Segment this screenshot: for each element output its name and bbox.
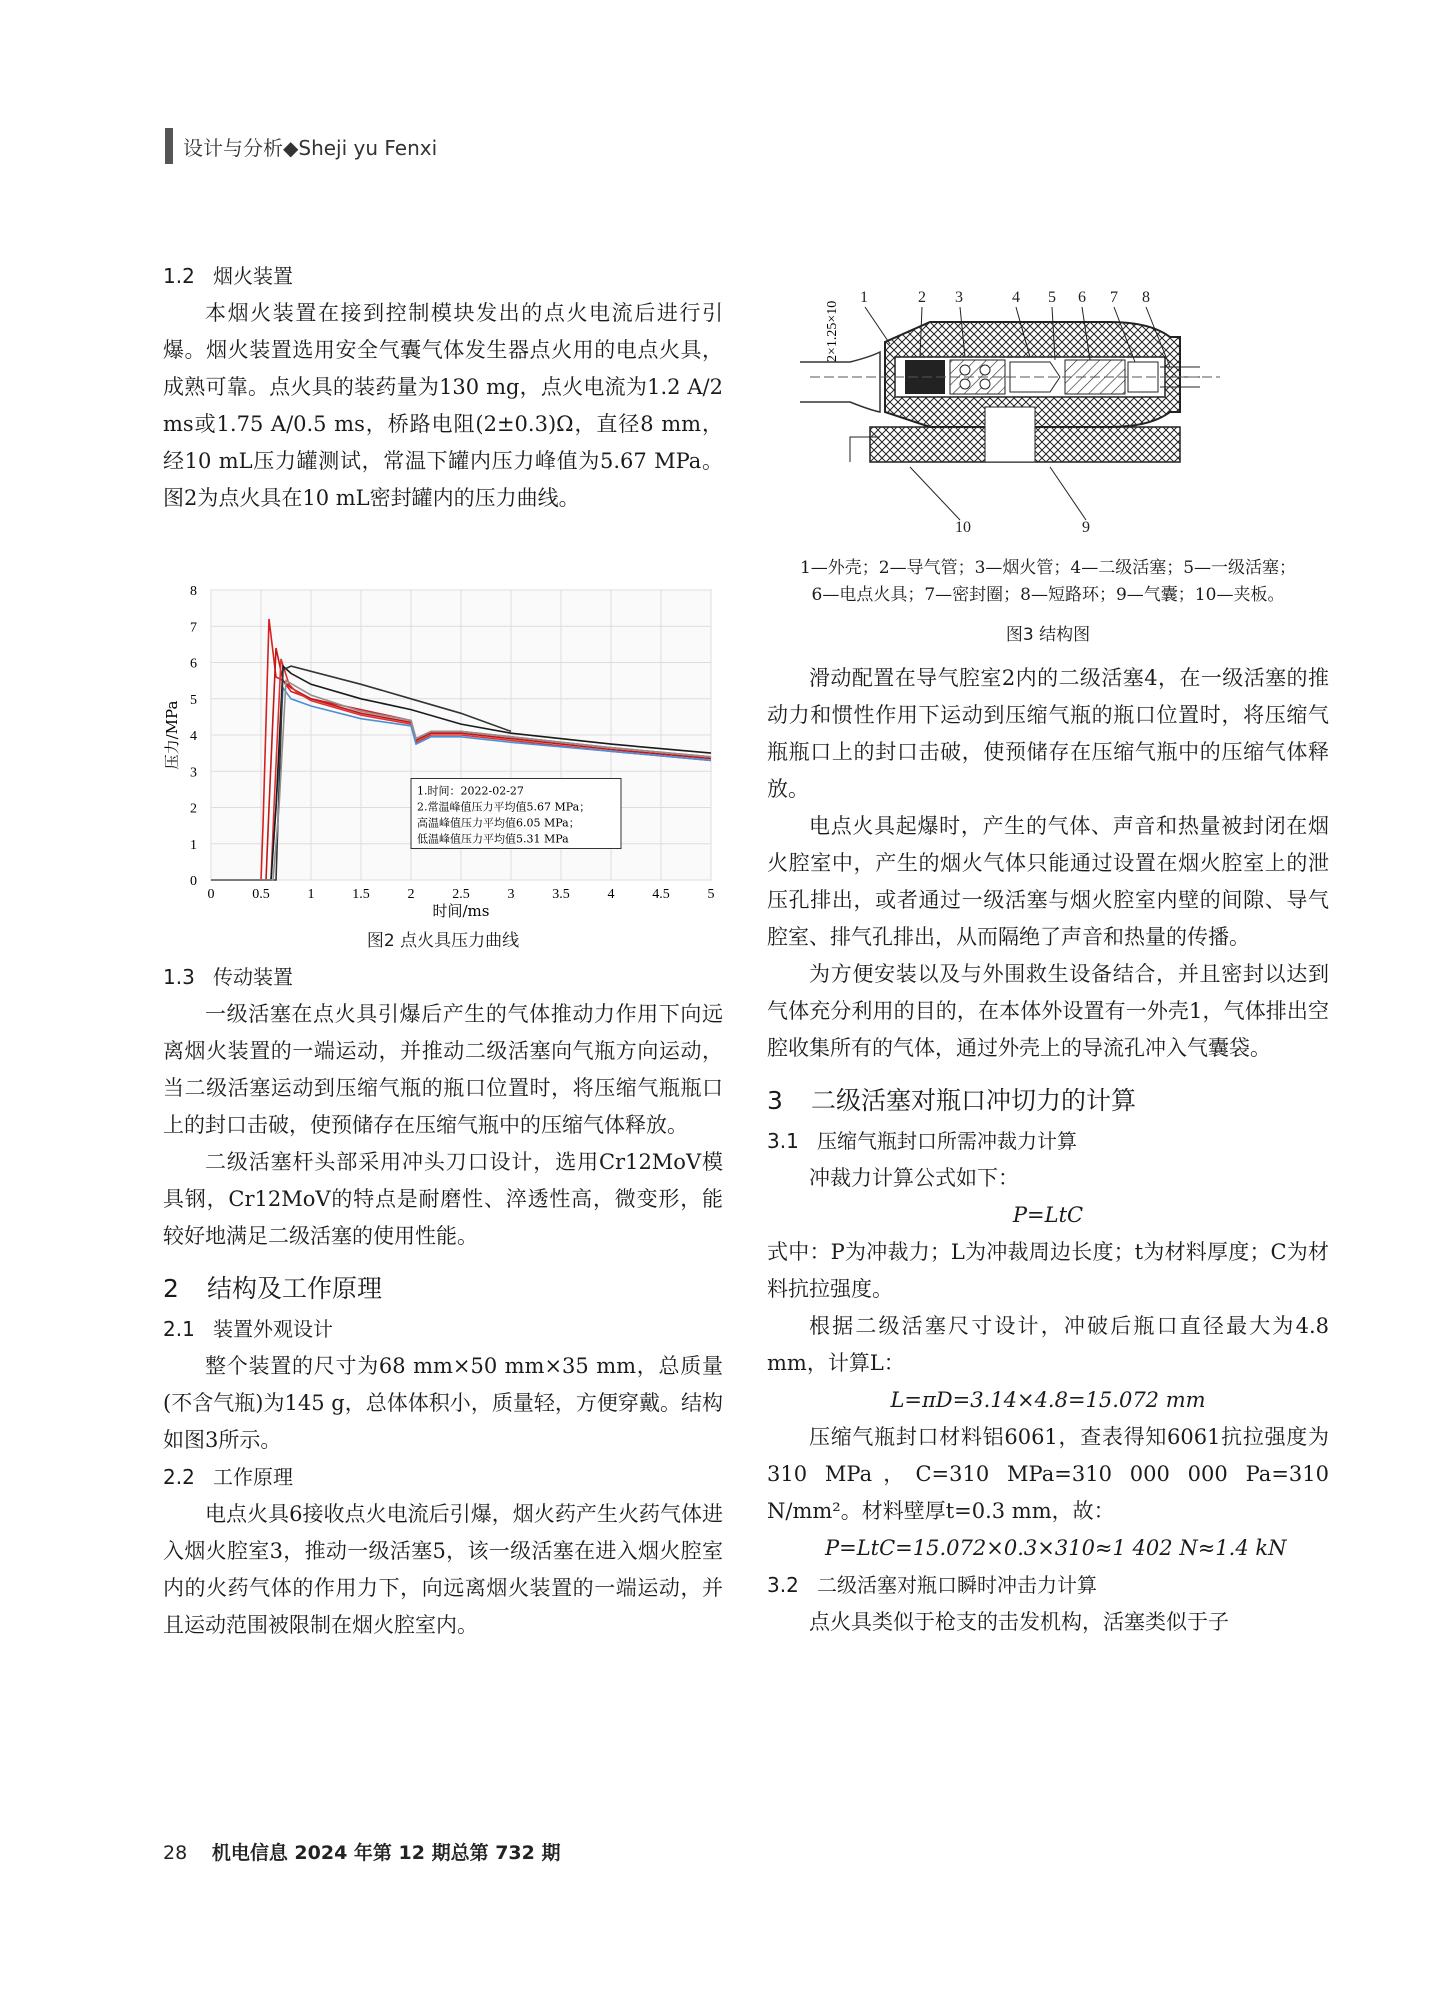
- figure-2: [163, 578, 723, 918]
- section-heading: 2 结构及工作原理: [163, 1274, 383, 1303]
- x-tick-label: 3.5: [552, 887, 570, 902]
- annotation-text: 1.时间：2022-02-27: [417, 784, 524, 798]
- y-tick-label: 7: [190, 620, 197, 636]
- svg-text:1: 1: [860, 289, 868, 306]
- section-heading: 2.1 装置外观设计: [163, 1317, 333, 1341]
- dimension-label: 2×1.25×10: [825, 300, 840, 362]
- paragraph: 为方便安装以及与外围救生设备结合，并且密封以达到气体充分利用的目的，在本体外设置有一外壳1，气体排出空腔收集所有的气体，通过外壳上的导流孔冲入气囊袋。: [767, 962, 1329, 1060]
- svg-text:2: 2: [918, 289, 926, 306]
- right-column: [767, 660, 1329, 1641]
- section-heading: 1.3 传动装置: [163, 965, 293, 989]
- svg-text:4: 4: [1012, 289, 1020, 306]
- header-bar: [165, 128, 173, 164]
- y-tick-label: 1: [190, 837, 197, 853]
- section-heading: 3 二级活塞对瓶口冲切力的计算: [767, 1086, 1137, 1115]
- paragraph: 点火具类似于枪支的击发机构，活塞类似于子: [809, 1610, 1229, 1634]
- left-column-lower: [163, 926, 723, 1644]
- x-tick-label: 0.5: [252, 887, 270, 902]
- y-tick-label: 6: [190, 656, 197, 672]
- x-tick-label: 1: [307, 887, 315, 902]
- x-tick-label: 4: [607, 887, 615, 902]
- paragraph: 滑动配置在导气腔室2内的二级活塞4，在一级活塞的推动力和惯性作用下运动到压缩气瓶的瓶口位置时，将压缩气瓶瓶口上的封口击破，使预储存在压缩气瓶中的压缩气体释放。: [767, 666, 1329, 801]
- y-tick-label: 0: [190, 874, 197, 889]
- section-heading: 1.2 烟火装置: [163, 264, 293, 288]
- paragraph: 整个装置的尺寸为68 mm×50 mm×35 mm，总质量(不含气瓶)为145 g，总体体积小，质量轻，方便穿戴。结构如图3所示。: [163, 1354, 723, 1452]
- header-text: 设计与分析◆Sheji yu Fenxi: [183, 135, 438, 160]
- paragraph: 根据二级活塞尺寸设计，冲破后瓶口直径最大为4.8 mm，计算L：: [767, 1314, 1329, 1375]
- svg-text:5: 5: [1048, 289, 1056, 306]
- x-tick-label: 1.5: [352, 887, 370, 902]
- pressure-chart: [163, 578, 723, 918]
- section-heading: 3.1 压缩气瓶封口所需冲裁力计算: [767, 1129, 1077, 1153]
- y-tick-label: 2: [190, 801, 197, 817]
- x-axis-label: 时间/ms: [432, 902, 490, 918]
- journal-info: 机电信息 2024 年第 12 期总第 732 期: [211, 1842, 561, 1864]
- section-heading: 3.2 二级活塞对瓶口瞬时冲击力计算: [767, 1573, 1097, 1597]
- svg-text:6: 6: [1078, 289, 1086, 306]
- left-column: [163, 258, 723, 517]
- equation: P=LtC: [1012, 1203, 1084, 1227]
- svg-text:3: 3: [955, 289, 963, 306]
- paragraph: 一级活塞在点火具引爆后产生的气体推动力作用下向远离烟火装置的一端运动，并推动二级活塞向气瓶方向运动，当二级活塞运动到压缩气瓶的瓶口位置时，将压缩气瓶瓶口上的封口击破，使预储存在压缩气瓶中的压缩气体释放。: [163, 1002, 723, 1137]
- x-tick-label: 2.5: [452, 887, 470, 902]
- annotation-text: 2.常温峰值压力平均值5.67 MPa；: [417, 800, 591, 814]
- y-axis-label: 压力/MPa: [163, 700, 181, 770]
- svg-text:8: 8: [1142, 289, 1150, 306]
- figure-3: [790, 262, 1320, 552]
- figure-3-legend: [767, 555, 1329, 609]
- equation: P=LtC=15.072×0.3×310≈1 402 N≈1.4 kN: [825, 1536, 1287, 1560]
- paragraph: 电点火具6接收点火电流后引爆，烟火药产生火药气体进入烟火腔室3，推动一级活塞5，该一级活塞在进入烟火腔室内的火药气体的作用力下，向远离烟火装置的一端运动，并且运动范围被限制在烟火腔室内。: [163, 1502, 723, 1637]
- page-number: 28: [163, 1842, 188, 1864]
- paragraph: 电点火具起爆时，产生的气体、声音和热量被封闭在烟火腔室中，产生的烟火气体只能通过设置在烟火腔室上的泄压孔排出，或者通过一级活塞与烟火腔室内壁的间隙、导气腔室、排气孔排出，从而隔绝了声音和热量的传播。: [767, 814, 1329, 949]
- y-tick-label: 4: [190, 729, 197, 744]
- y-tick-label: 8: [190, 584, 197, 599]
- y-tick-label: 3: [190, 765, 197, 781]
- annotation-text: 低温峰值压力平均值5.31 MPa: [417, 832, 569, 846]
- paragraph: 式中：P为冲裁力；L为冲裁周边长度；t为材料厚度；C为材料抗拉强度。: [767, 1240, 1329, 1301]
- x-tick-label: 4.5: [652, 887, 670, 902]
- x-tick-label: 0: [207, 887, 215, 902]
- structure-diagram: [790, 262, 1320, 552]
- svg-text:9: 9: [1082, 519, 1090, 536]
- y-tick-label: 5: [190, 692, 197, 708]
- paragraph: 二级活塞杆头部采用冲头刀口设计，选用Cr12MoV模具钢，Cr12MoV的特点是耐磨性、淬透性高，微变形，能较好地满足二级活塞的使用性能。: [163, 1150, 723, 1248]
- x-tick-label: 5: [707, 887, 715, 902]
- paragraph: 冲裁力计算公式如下：: [809, 1166, 1019, 1190]
- equation: L=πD=3.14×4.8=15.072 mm: [890, 1388, 1206, 1412]
- figure-3-caption: 图3 结构图: [1005, 625, 1091, 645]
- legend-line: 1—外壳；2—导气管；3—烟火管；4—二级活塞；5—一级活塞；: [799, 558, 1297, 578]
- annotation-text: 高温峰值压力平均值6.05 MPa；: [417, 816, 580, 830]
- svg-text:7: 7: [1110, 289, 1118, 306]
- section-heading: 2.2 工作原理: [163, 1465, 293, 1489]
- x-tick-label: 2: [407, 887, 415, 902]
- running-header: [165, 128, 437, 164]
- legend-line: 6—电点火具；7—密封圈；8—短路环；9—气囊；10—夹板。: [811, 585, 1285, 605]
- x-tick-label: 3: [507, 887, 515, 902]
- footer: [163, 1838, 560, 1865]
- paragraph: 压缩气瓶封口材料铝6061，查表得知6061抗拉强度为310 MPa，C=310 MPa=310 000 000 Pa=310 N/mm²。材料壁厚t=0.3 mm，故：: [767, 1425, 1329, 1523]
- svg-text:10: 10: [955, 519, 971, 536]
- figure-2-caption: 图2 点火具压力曲线: [366, 931, 520, 951]
- paragraph: 本烟火装置在接到控制模块发出的点火电流后进行引爆。烟火装置选用安全气囊气体发生器点火用的电点火具，成熟可靠。点火具的装药量为130 mg，点火电流为1.2 A/2 ms或1.75 A/0.5 ms，桥路电阻(2±0.3)Ω，直径8 mm，经10 mL压力罐测试，常温下罐内压力峰值为5.67 MPa。图2为点火具在10 mL密封罐内的压力曲线。: [163, 301, 723, 510]
